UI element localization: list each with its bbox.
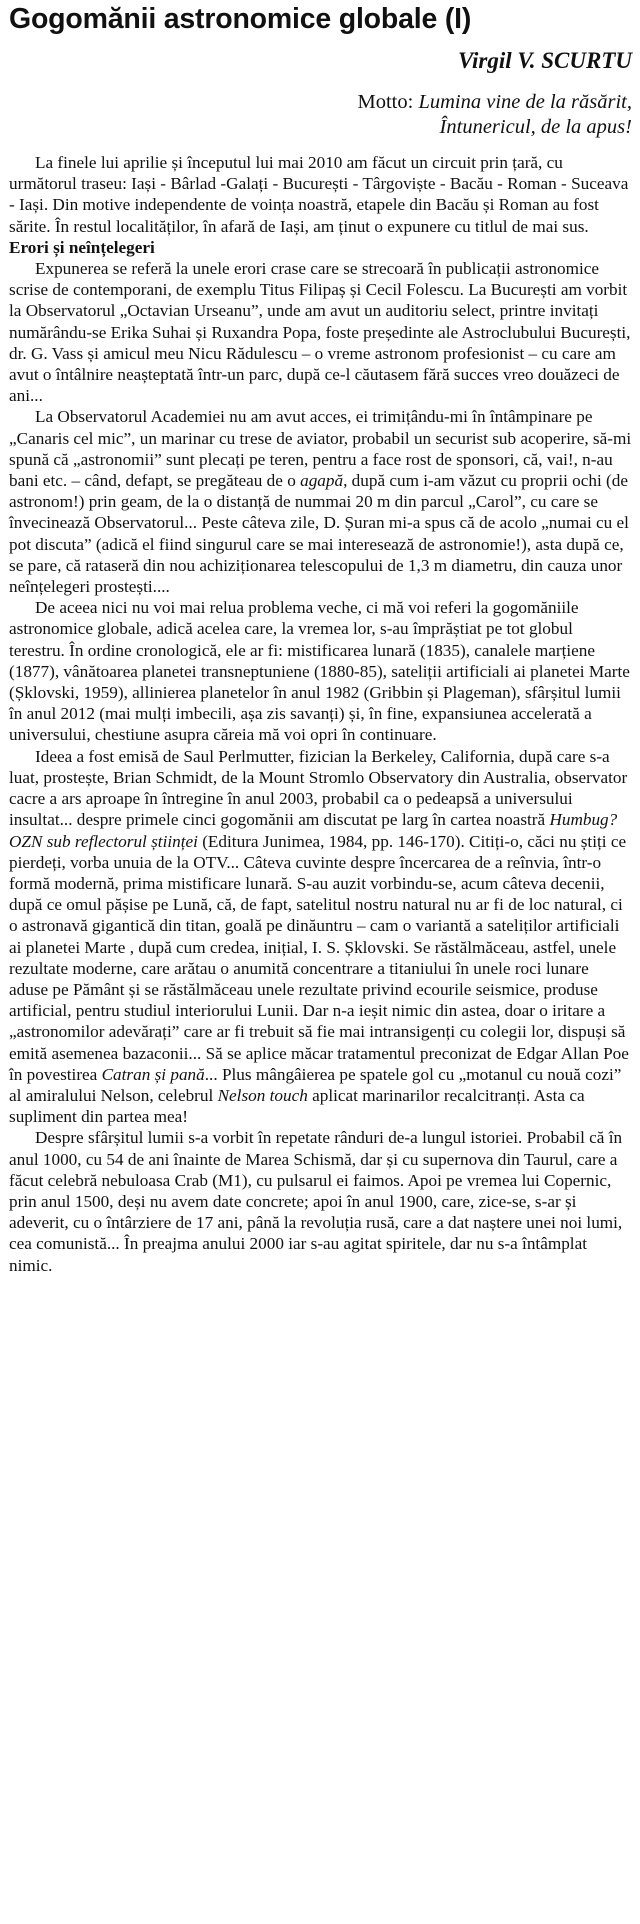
paragraph-3-agapa: agapă — [300, 471, 344, 491]
paragraph-6: Despre sfârșitul lumii s-a vorbit în repetate rânduri de-a lungul istoriei. Probabil că în anul 1000, cu 54 de ani înainte de Marea Schismă, dar și cu supernova din Taurul, care a făcut celebră nebuloasa Crab (M1), cu pulsarul ei faimos. Apoi pe vremea lui Copernic, prin anul 1500, deși nu avem date concrete; apoi în anul 1900, care, zice-se, s-ar și adeverit, cu o întârziere de 17 ani, până la revoluția rusă, care a dat naștere unei noi lumi, cea comunistă... În preajma anului 2000 iar s-au agitat spiritele, dar nu s-a întâmplat nimic. — [9, 1128, 623, 1275]
paragraph-3 — [9, 406, 632, 597]
motto-line-2: Întunericul, de la apus! — [439, 116, 632, 138]
paragraph-2: Expunerea se referă la unele erori crase care se strecoară în publicații astronomice scrise de contemporani, de exemplu Titus Filipaș și Cecil Folescu. La București am vorbit la Observatorul „Octavian Urseanu”, unde am avut un auditoriu select, printre invitați numărându-se Erika Suhai și Ruxandra Popa, foste președinte ale Astroclubului București, dr. G. Vass și amicul meu Nicu Rădulescu – o vreme astronom profesionist – cu care am avut o întâlnire neașteptată într-un parc, după ce-l căutasem fără succes vreo douăzeci de ani... — [9, 259, 631, 406]
paragraph-5-nelson-touch: Nelson touch — [217, 1085, 308, 1105]
paragraph-5-part-c: ... Plus mângâierea pe spatele gol cu „motanul cu nouă cozi” al amiralului Nelson, celebrul — [9, 1064, 622, 1105]
paragraph-5-part-a: Ideea a fost emisă de Saul Perlmutter, fizician la Berkeley, California, după care s-a luat, prostește, Brian Schmidt, de la Mount Stromlo Observatory din Australia, observator cacre a ars aproape în întregine în anul 2003, probabil ca o pedeapsă a universului insultat... despre primele cinci gogomănii am discutat pe larg în cartea noastră — [9, 746, 628, 830]
motto-label: Motto: — [357, 91, 419, 113]
paragraph-5-part-d: aplicat marinarilor recalcitranți. Asta ca supliment din partea mea! — [9, 1085, 585, 1127]
article-author: Virgil V. SCURTU — [457, 48, 632, 73]
paragraph-5-story-title: Catran și pană — [101, 1064, 205, 1084]
paragraph-3-part-b: , după cum i-am văzut cu proprii ochi (de astronom!) prin geam, de la o distanță de nummai 20 m din parcul „Carol”, cu care se învecinează Observatorul... Peste câteva zile, D. Șuran mi-a spus că de acolo „numai cu el pot discuta” (adică el fiind singurul care se mai interesează de astronomie!), asta după ce, se pare, că rataseră din nou achiziționarea telescopului de 1,3 m diametru, din cauza unor neînțelegeri prostești.... — [9, 471, 629, 597]
paragraph-5 — [9, 746, 632, 1128]
section-heading: Erori și neînțelegeri — [9, 237, 155, 257]
motto — [9, 90, 632, 140]
motto-line-1: Lumina vine de la răsărit, — [418, 91, 632, 113]
paragraph-3-part-a: La Observatorul Academiei nu am avut acces, ei trimițându-mi în întâmpinare pe „Canaris cel mic”, un marinar cu trese de aviator, probabil un securist sub acoperire, să-mi spună că „astronomii” sunt plecați pe teren, pentru a face rost de sponsori, că, vai!, n-au bani etc. – când, defapt, se pregăteau de o — [9, 407, 632, 491]
paragraph-5-part-b: (Editura Junimea, 1984, pp. 146-170). Citiți-o, căci nu știți ce pierdeți, vorba unuia de la OTV... Câteva cuvinte despre încercarea de a reînvia, într-o formă modernă, prima mistificare lunară. S-au auzit vorbindu-se, acum câteva decenii, după ce omul pășise pe Lună, că, de fapt, satelitul nostru natural nu ar fi de loc natural, ci o astronavă gigantică din titan, goală pe dinăuntru – cam o variantă a sateliților artificiali ai planetei Marte , după cum credea, inițial, I. S. Șklovski. Se răstălmăceau, astfel, unele rezultate moderne, care arătau o anumită concentrare a titaniului în unele roci lunare aduse pe Pământ și se răstălmăceau unele rezultate privind ecourile seismice, produse artificial, pentru studiul interiorului Lunii. Dar n-a ieșit nimic din astea, doar o iritare a „astronomilor adevărați” care ar fi trebuit să fie mai intransigenți cu colegii lor, dispuși să emită asemenea bazaconii... Să se aplice măcar tratamentul preconizat de Edgar Allan Poe în povestirea — [9, 831, 629, 1084]
paragraph-4: De aceea nici nu voi mai relua problema veche, ci mă voi referi la gogomăniile astronomice globale, adică acelea care, la vremea lor, s-au împrăștiat pe tot globul terestru. În ordine cronologică, ele ar fi: mistificarea lunară (1835), canalele marțiene (1877), vânătoarea planetei transneptuniene (1880-85), sateliții artificiali ai planetei Marte (Șklovski, 1959), allinierea planetelor în anul 1982 (Gribbin și Plageman), sfârșitul lumii în anul 2012 (mai mulți imbecili, așa zis savanți) și, în fine, expansiunea accelerată a universului, chestiune asupra căreia mă voi opri în continuare. — [9, 598, 630, 745]
article-title: Gogomănii astronomice globale (I) — [9, 3, 472, 35]
paragraph-1: La finele lui aprilie și începutul lui mai 2010 am făcut un circuit prin țară, cu următorul traseu: Iași - Bârlad -Galați - București - Târgoviște - Bacău - Roman - Suceava - Iași. Din motive independente de voința noastră, etapele din Bacău și Roman au fost sărite. În restul localităților, în afară de Iași, am ținut o expunere cu titlul de mai sus. — [9, 153, 629, 236]
paragraph-5-book-title: Humbug? OZN sub reflectorul științei — [9, 810, 618, 851]
